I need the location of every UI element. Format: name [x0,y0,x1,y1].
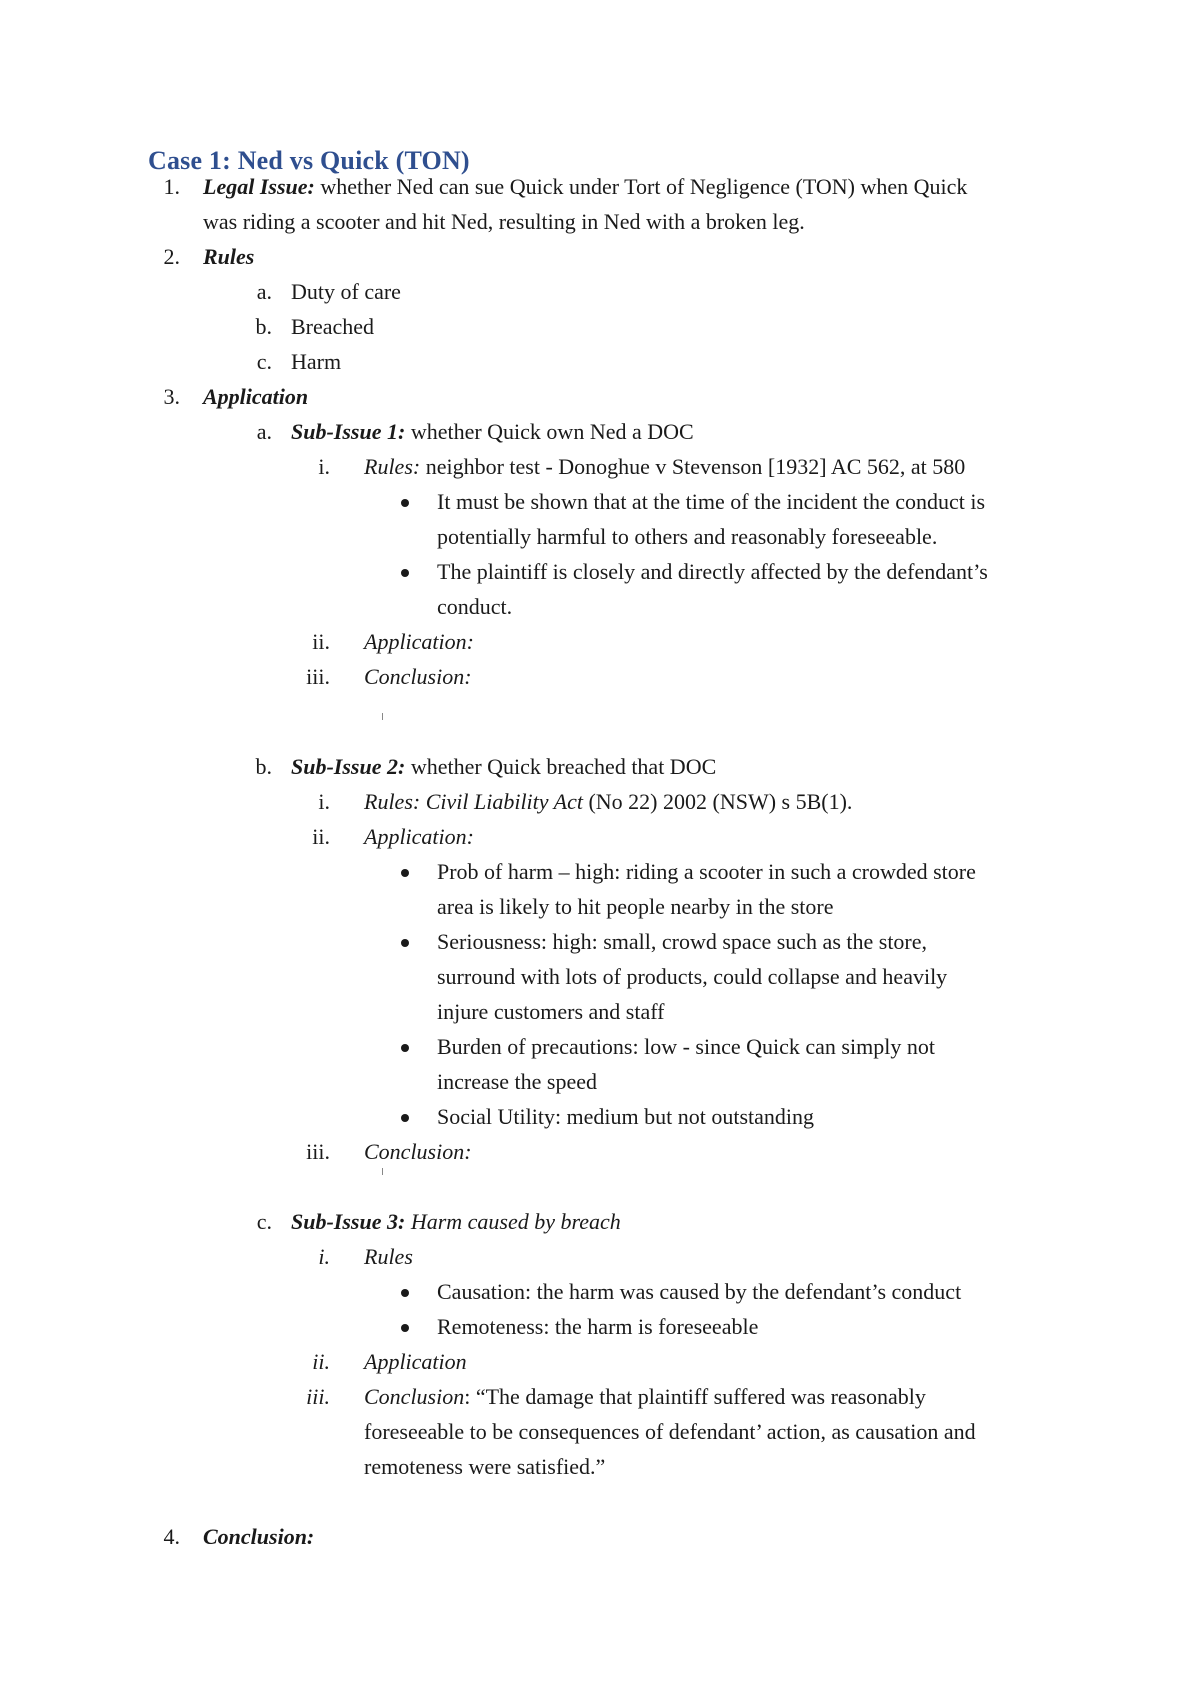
list-letter: c. [256,349,272,374]
conclusion-label: Conclusion [364,1384,465,1409]
rules-label: Rules: [364,789,421,814]
bullet-text: Causation: the harm was caused by the defendant’s conduct [437,1279,962,1304]
bullet-icon [401,869,409,877]
sub-issue-3-rules: Rules [364,1244,413,1269]
bullet-icon [401,1289,409,1297]
conclusion-text-cont: foreseeable to be consequences of defendant’ action, as causation and [364,1419,976,1444]
bullet-text: Social Utility: medium but not outstanding [437,1104,815,1129]
bullet-text-cont: area is likely to hit people nearby in the store [437,894,834,919]
bullet-text: The plaintiff is closely and directly affected by the defendant’s [437,559,988,584]
rules-label: Rules: [364,454,421,479]
rule-item: Harm [291,349,342,374]
cursor-mark [382,713,383,720]
bullet-text: It must be shown that at the time of the incident the conduct is [437,489,986,514]
list-roman: iii. [306,664,330,689]
list-roman: ii. [312,824,330,849]
bullet-text-cont: increase the speed [437,1069,598,1094]
bullet-text: Burden of precautions: low - since Quick can simply not [437,1034,935,1059]
sub-issue-3-conclusion [364,1382,926,1412]
legal-issue-text: whether Ned can sue Quick under Tort of Negligence (TON) when Quick [314,174,968,199]
rules-text: neighbor test - Donoghue v Stevenson [1932] AC 562, at 580 [420,454,966,479]
sub-issue-2 [291,752,716,782]
sub-issue-1-rules [364,452,965,482]
sub-issue-1-application: Application: [364,629,474,654]
bullet-text: Remoteness: the harm is foreseeable [437,1314,759,1339]
bullet-icon [401,939,409,947]
sub-issue-2-label: Sub-Issue 2: [291,754,406,779]
conclusion-text-cont: remoteness were satisfied.” [364,1454,606,1479]
page-title: Case 1: Ned vs Quick (TON) [148,146,470,175]
bullet-text: Seriousness: high: small, crowd space such as the store, [437,929,928,954]
bullet-text-cont: conduct. [437,594,513,619]
list-roman: iii. [306,1139,330,1164]
legal-issue-line [203,172,967,202]
list-roman: i. [318,789,330,814]
sub-issue-2-conclusion: Conclusion: [364,1139,472,1164]
list-roman: iii. [306,1384,330,1409]
list-number: 4. [163,1524,180,1549]
list-number: 2. [163,244,180,269]
list-letter: a. [256,279,272,304]
bullet-icon [401,499,409,507]
bullet-text-cont: injure customers and staff [437,999,665,1024]
conclusion-heading: Conclusion: [203,1524,315,1549]
rule-item: Breached [291,314,375,339]
list-letter: b. [255,754,272,779]
sub-issue-1-conclusion: Conclusion: [364,664,472,689]
sub-issue-2-application: Application: [364,824,474,849]
sub-issue-3-text: Harm caused by breach [405,1209,621,1234]
sub-issue-1-label: Sub-Issue 1: [291,419,406,444]
cursor-mark [382,1168,383,1175]
sub-issue-3-application: Application [364,1349,467,1374]
bullet-icon [401,1044,409,1052]
list-roman: i. [318,1244,330,1269]
conclusion-text: : “The damage that plaintiff suffered was reasonably [464,1384,926,1409]
list-roman: ii. [312,629,330,654]
legal-issue-text-cont: was riding a scooter and hit Ned, resulting in Ned with a broken leg. [203,209,805,234]
list-roman: i. [318,454,330,479]
sub-issue-1 [291,417,694,447]
bullet-icon [401,1114,409,1122]
bullet-text: Prob of harm – high: riding a scooter in such a crowded store [437,859,976,884]
sub-issue-2-text: whether Quick breached that DOC [405,754,717,779]
sub-issue-3 [291,1207,621,1237]
bullet-icon [401,569,409,577]
sub-issue-3-label: Sub-Issue 3: [291,1209,406,1234]
rule-item: Duty of care [291,279,401,304]
list-number: 3. [163,384,180,409]
list-letter: b. [255,314,272,339]
rules-heading: Rules [203,244,255,269]
legal-issue-label: Legal Issue: [203,174,315,199]
application-heading: Application [203,384,309,409]
act-name: Civil Liability Act [420,789,583,814]
bullet-text-cont: potentially harmful to others and reasonably foreseeable. [437,524,938,549]
bullet-text-cont: surround with lots of products, could collapse and heavily [437,964,948,989]
sub-issue-2-rules [364,787,852,817]
list-letter: c. [256,1209,272,1234]
sub-issue-1-text: whether Quick own Ned a DOC [405,419,694,444]
list-roman: ii. [312,1349,330,1374]
rules-text: (No 22) 2002 (NSW) s 5B(1). [582,789,853,814]
list-letter: a. [256,419,272,444]
list-number: 1. [163,174,180,199]
bullet-icon [401,1324,409,1332]
